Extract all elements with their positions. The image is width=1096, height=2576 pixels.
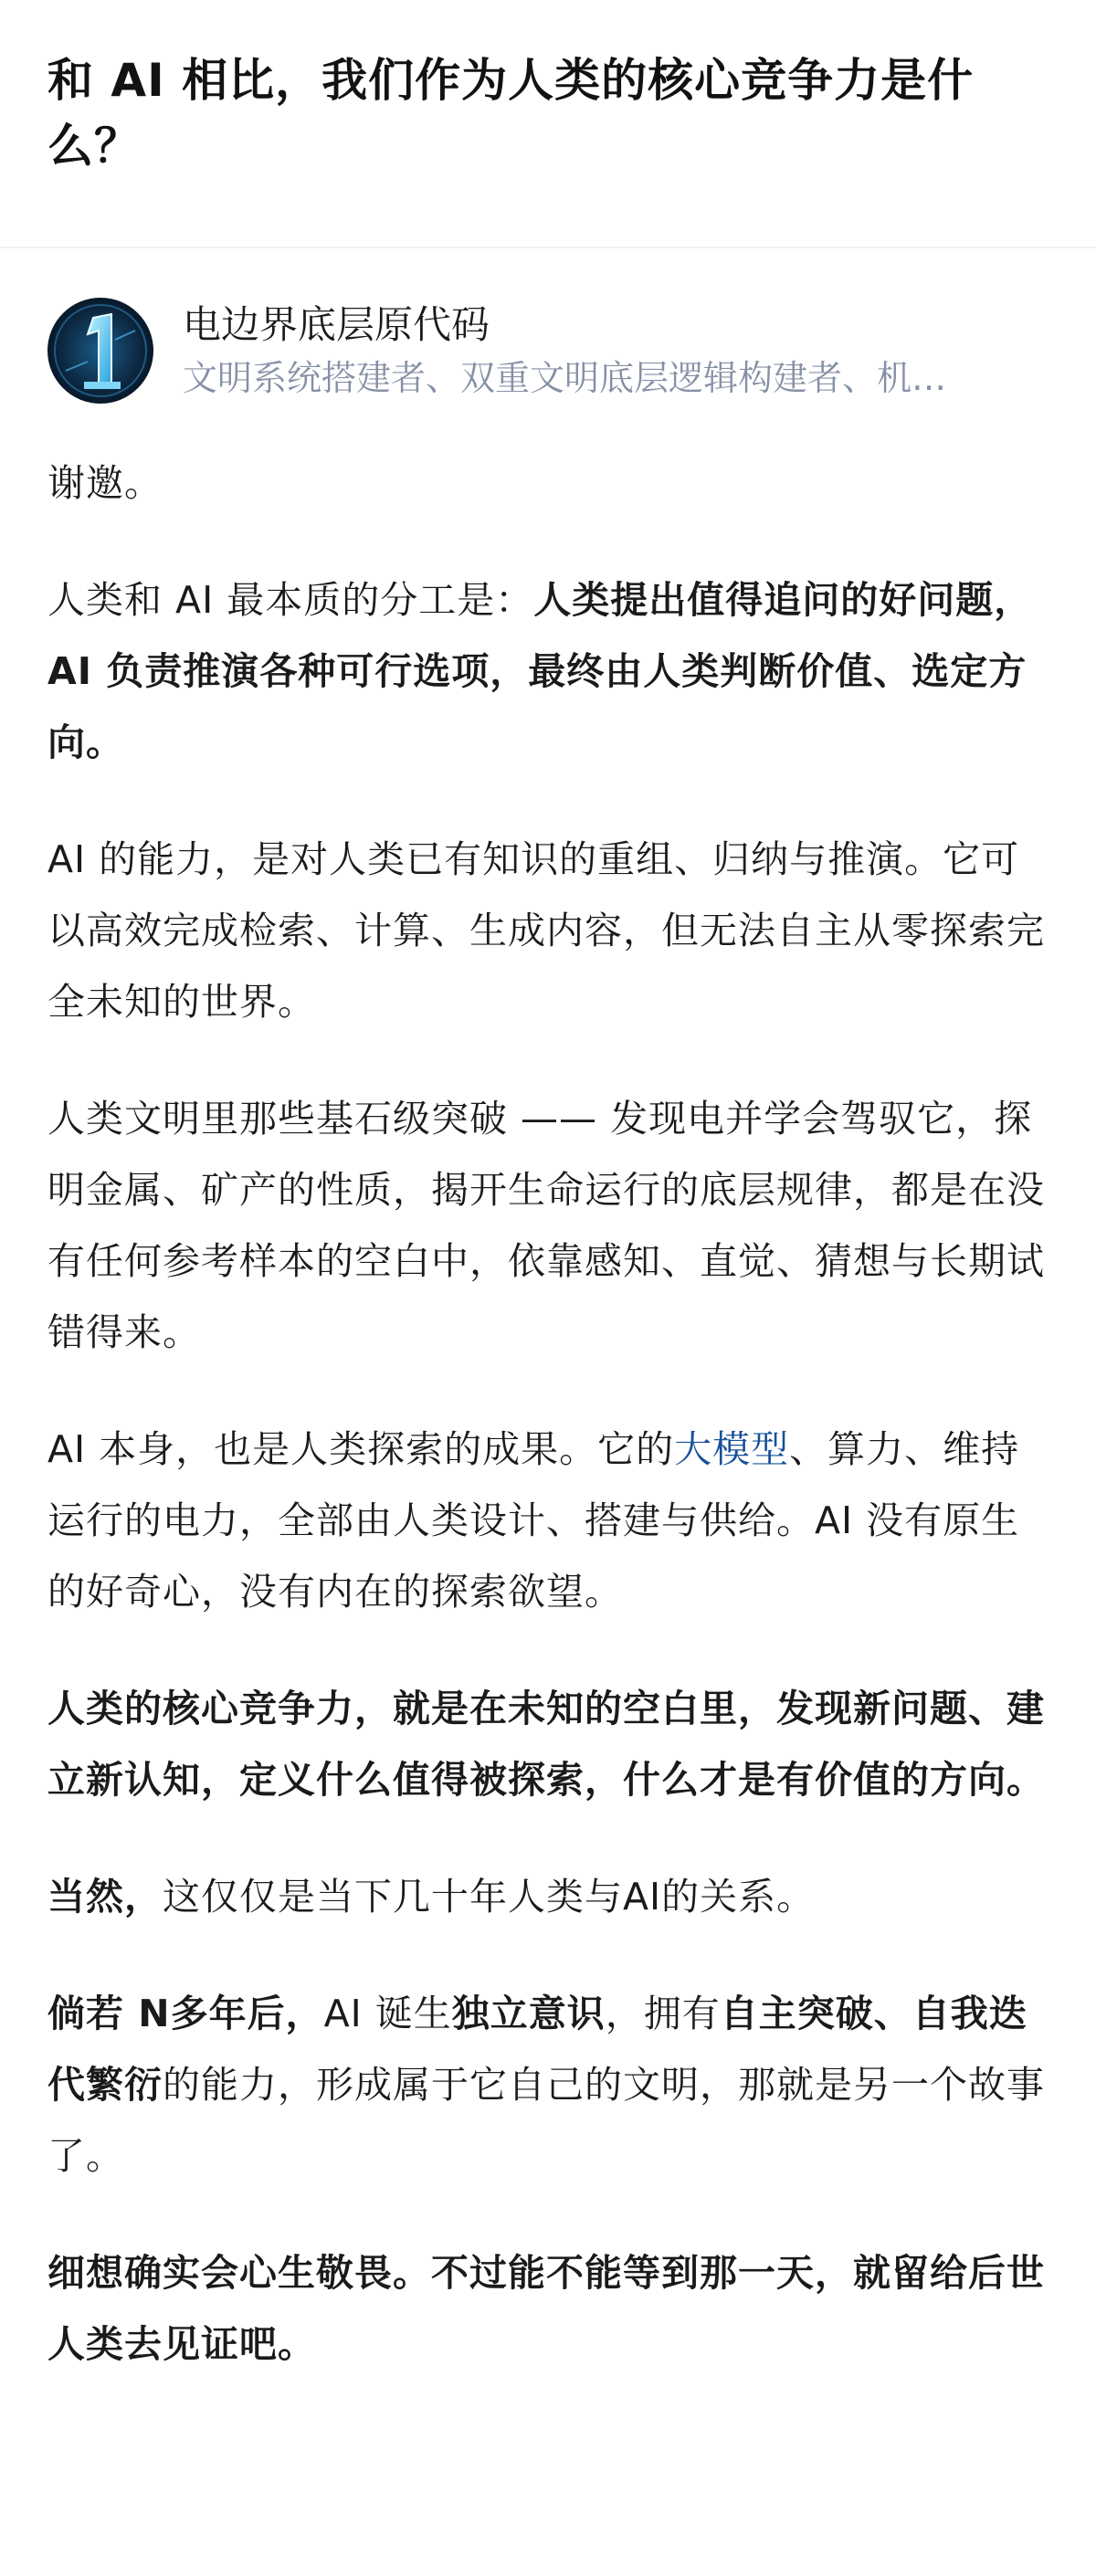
paragraph-text: ，拥有 [605,1992,721,2035]
keyword-link-large-model[interactable]: 大模型 [674,1427,790,1471]
paragraph [47,564,1052,778]
avatar-image [47,298,153,404]
paragraph-text: 这仅仅是当下几十年人类与AI的关系。 [163,1875,816,1919]
paragraph [47,1414,1052,1627]
paragraph-text: 人类和 AI 最本质的分工是： [47,578,534,622]
bold-text: 人类的核心竞争力，就是在未知的空白里，发现新问题、建立新认知，定义什么值得被探索，什么才是有价值的方向。 [47,1687,1045,1802]
paragraph [47,1083,1052,1368]
author-description: 文明系统搭建者、双重文明底层逻辑构建者、机… [183,358,947,398]
paragraph-text: 、算力、维持运行的电力，全部由人类设计、搭建与供给。AI 没有原生的好奇心，没有内在的探索欲望。 [47,1427,1020,1614]
paragraph [47,824,1052,1037]
question-title[interactable]: 和 AI 相比，我们作为人类的核心竞争力是什么？ [47,54,975,173]
paragraph-text: AI 的能力，是对人类已有知识的重组、归纳与推演。它可以高效完成检索、计算、生成内容，但无法自主从零探索完全未知的世界。 [47,837,1045,1024]
paragraph-text: AI 诞生 [323,1992,452,2035]
paragraph [47,447,1052,519]
bold-text: 细想确实会心生敬畏。不过能不能等到那一天，就留给后世人类去见证吧。 [47,2251,1045,2366]
paragraph [47,1861,1052,1932]
paragraph [47,1978,1052,2192]
paragraph [47,2237,1052,2380]
divider [0,247,1096,248]
bold-text: 自主突破、自我迭代繁衍 [47,1992,1028,2107]
paragraph-text: 谢邀。 [47,461,163,505]
bold-text: 独立意识 [451,1992,606,2035]
digit-one-avatar-icon[interactable] [47,298,153,404]
answer-content [47,447,1052,2425]
paragraph-text: 人类文明里那些基石级突破 —— 发现电并学会驾驭它，探明金属、矿产的性质，揭开生命运行的底层规律，都是在没有任何参考样本的空白中，依靠感知、直觉、猜想与长期试错得来。 [47,1097,1045,1354]
bold-text: 当然， [47,1875,163,1919]
paragraph-text: 的能力，形成属于它自己的文明，那就是另一个故事了。 [47,2063,1045,2178]
author-name[interactable]: 电边界底层原代码 [183,302,490,347]
author-card[interactable] [47,298,1052,404]
bold-text: 倘若 N多年后， [47,1992,324,2035]
bold-text: 人类提出值得追问的好问题，AI 负责推演各种可行选项，最终由人类判断价值、选定方向。 [47,578,1033,764]
paragraph [47,1673,1052,1815]
paragraph-text: AI 本身，也是人类探索的成果。它的 [47,1427,675,1471]
